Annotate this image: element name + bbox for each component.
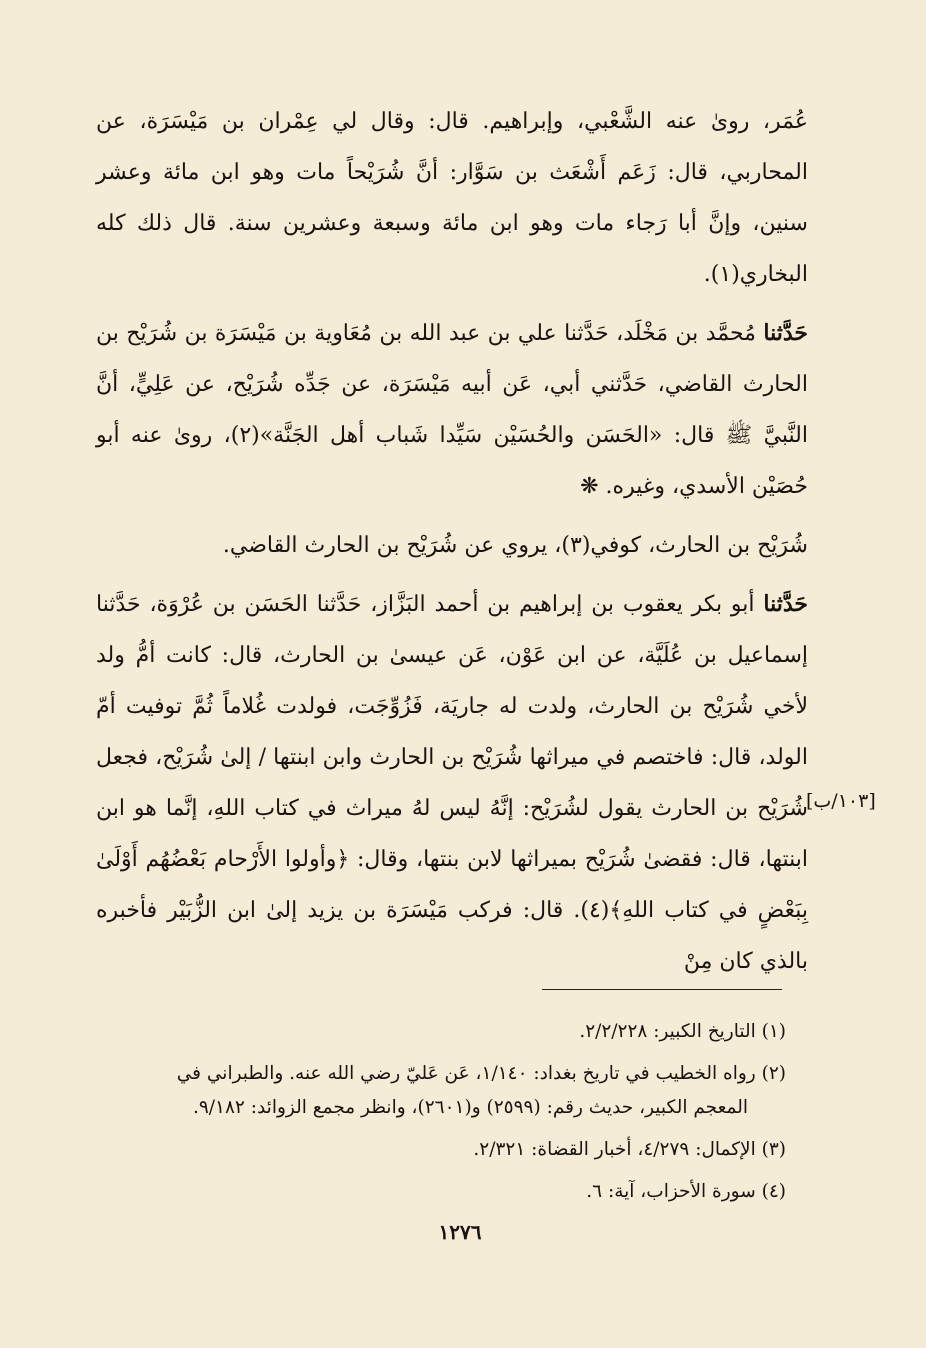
footnote-4: (٤) سورة الأحزاب، آية: ٦. <box>586 1181 786 1202</box>
footnote-2: (٢) رواه الخطيب في تاريخ بغداد: ١/١٤٠، عَن عَليّ رضي الله عنه. والطبراني في <box>176 1063 786 1084</box>
footnote-divider <box>542 989 782 990</box>
margin-folio-note: [١٠٣/ب] <box>806 790 876 812</box>
footnotes <box>96 1015 786 1217</box>
paragraph-2 <box>96 308 808 512</box>
paragraph-1: عُمَر، روىٰ عنه الشَّعْبي، وإبراهيم. قال: وقال لي عِمْران بن مَيْسَرَة، عن المحاربي، قال: زَعَم أَشْعَث بن سَوَّار: أنَّ شُرَيْحاً مات وهو ابن مائة وعشر سنين، وإنَّ أبا رَجاء مات وهو ابن مائة وسبعة وعشرين سنة. قال ذلك كله البخاري(١). <box>96 109 808 287</box>
page-number: ١٢٧٦ <box>438 1220 482 1244</box>
paragraph-2-text: مُحمَّد بن مَخْلَد، حَدَّثنا علي بن عبد الله بن مُعَاوية بن مَيْسَرَة بن شُرَيْح بن الحارث القاضي، حَدَّثني أبي، عَن أبيه مَيْسَرَة، عن جَدِّه شُرَيْح، عن عَلِيٍّ، أنَّ النَّبيَّ ﷺ قال: «الحَسَن والحُسَيْن سَيِّدا شَباب أهل الجَنَّة»(٢)، روىٰ عنه أبو حُصَيْن الأسدي، وغيره. ❋ <box>96 321 809 499</box>
bold-lead-2: حَدَّثنا <box>763 591 808 617</box>
paragraph-4-text: أبو بكر يعقوب بن إبراهيم بن أحمد البَزَّاز، حَدَّثنا الحَسَن بن عُرْوَة، حَدَّثنا إسماعيل بن عُلَيَّة، عن ابن عَوْن، عَن عيسىٰ بن الحارث، قال: كانت أمُّ ولد لأخي شُرَيْح بن الحارث، ولدت له جاريَة، فَزُوِّجَت، فولدت غُلاماً ثُمَّ توفيت أمّ الولد، قال: فاختصم في ميراثها شُرَيْح بن الحارث وابن ابنتها / إلىٰ شُرَيْح، فجعل شُرَيْح بن الحارث يقول لشُرَيْح: إنَّهُ ليس لهُ ميراث في كتاب اللهِ، إنَّما هو ابن ابنتها، قال: فقضىٰ شُرَيْح بميراثها لابن بنتها، وقال: ﴿وأولوا الأَرْحام بَعْضُهُم أَوْلَىٰ بِبَعْضٍ في كتاب اللهِ﴾(٤). قال: فركب مَيْسَرَة بن يزيد إلىٰ ابن الزُّبَيْر فأخبره بالذي كان مِنْ <box>96 592 808 974</box>
bold-lead-1: حَدَّثنا <box>763 320 808 346</box>
footnote-2-continued: المعجم الكبير، حديث رقم: (٢٥٩٩) و(٢٦٠١)، وانظر مجمع الزوائد: ٩/١٨٢. <box>192 1097 748 1118</box>
paragraph-4 <box>96 579 808 987</box>
paragraph-3: شُرَيْح بن الحارث، كوفي(٣)، يروي عن شُرَيْح بن الحارث القاضي. <box>222 533 808 558</box>
footnote-1: (١) التاريخ الكبير: ٢/٢/٢٢٨. <box>579 1021 786 1042</box>
footnote-3: (٣) الإكمال: ٤/٢٧٩، أخبار القضاة: ٢/٣٢١. <box>473 1139 786 1160</box>
main-text <box>96 96 808 987</box>
